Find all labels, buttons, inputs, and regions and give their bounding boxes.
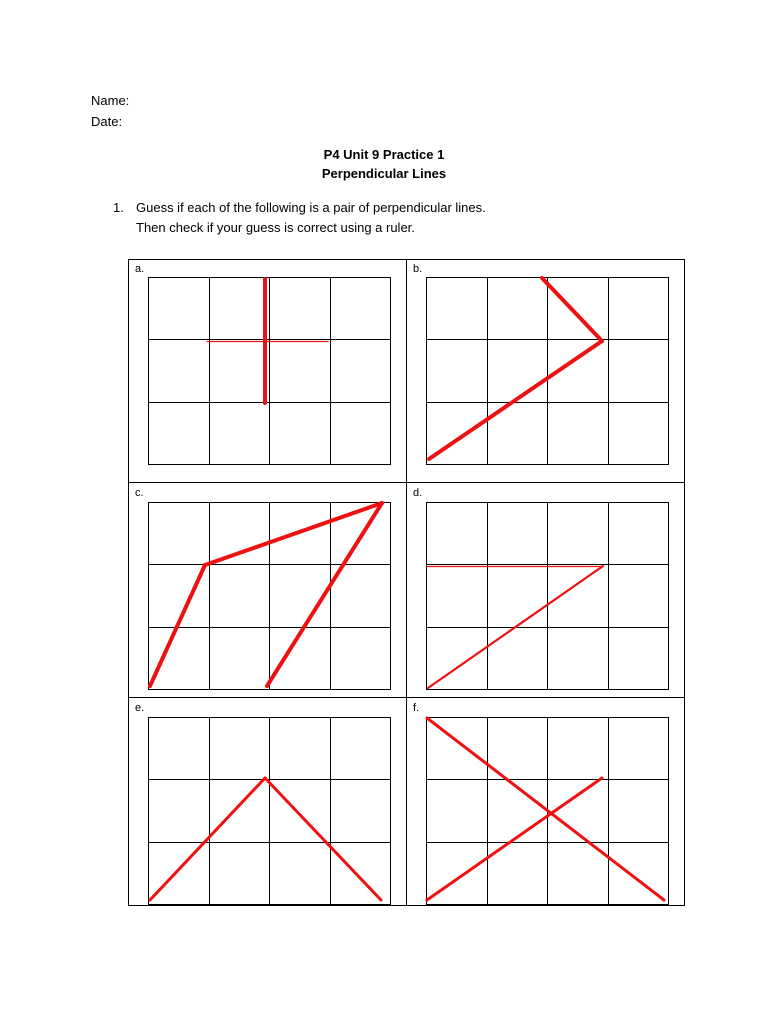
lines-f [427, 718, 664, 900]
lines-b [429, 278, 602, 459]
line-b-lower [429, 341, 602, 459]
line-f-short [427, 778, 602, 900]
question-text-line-1: Guess if each of the following is a pair of perpendicular lines. [136, 200, 486, 215]
line-b-upper [542, 278, 602, 341]
question-text-line-2: Then check if your guess is correct using a ruler. [136, 220, 415, 235]
panel-label-d: d. [413, 487, 423, 499]
line-e-left [150, 778, 265, 900]
line-f-long [427, 718, 664, 900]
panel-label-c: c. [135, 487, 144, 499]
question-number: 1. [113, 200, 124, 215]
grid-a [149, 278, 391, 465]
lines-c [150, 503, 382, 686]
panel-d [426, 503, 669, 690]
panel-a [149, 278, 391, 465]
grid-d [427, 503, 669, 690]
line-c-top [205, 503, 382, 565]
panel-label-f: f. [413, 702, 420, 714]
panel-b [427, 278, 669, 465]
panel-label-e: e. [135, 702, 145, 714]
panel-e [149, 718, 391, 905]
grid-e [149, 718, 391, 905]
line-c-left [150, 565, 205, 686]
grid-c [149, 503, 391, 690]
date-label: Date: [91, 114, 123, 129]
name-label: Name: [91, 93, 130, 108]
table-borders [129, 260, 685, 906]
panel-label-a: a. [135, 263, 145, 275]
panel-c [149, 503, 391, 690]
worksheet-subtitle: Perpendicular Lines [321, 166, 447, 181]
line-c-right [267, 503, 382, 686]
worksheet-title: P4 Unit 9 Practice 1 [323, 147, 445, 162]
panel-label-b: b. [413, 263, 423, 275]
line-e-right [265, 778, 381, 900]
lines-e [150, 778, 381, 900]
lines-a [207, 279, 329, 403]
panel-f [427, 718, 669, 905]
